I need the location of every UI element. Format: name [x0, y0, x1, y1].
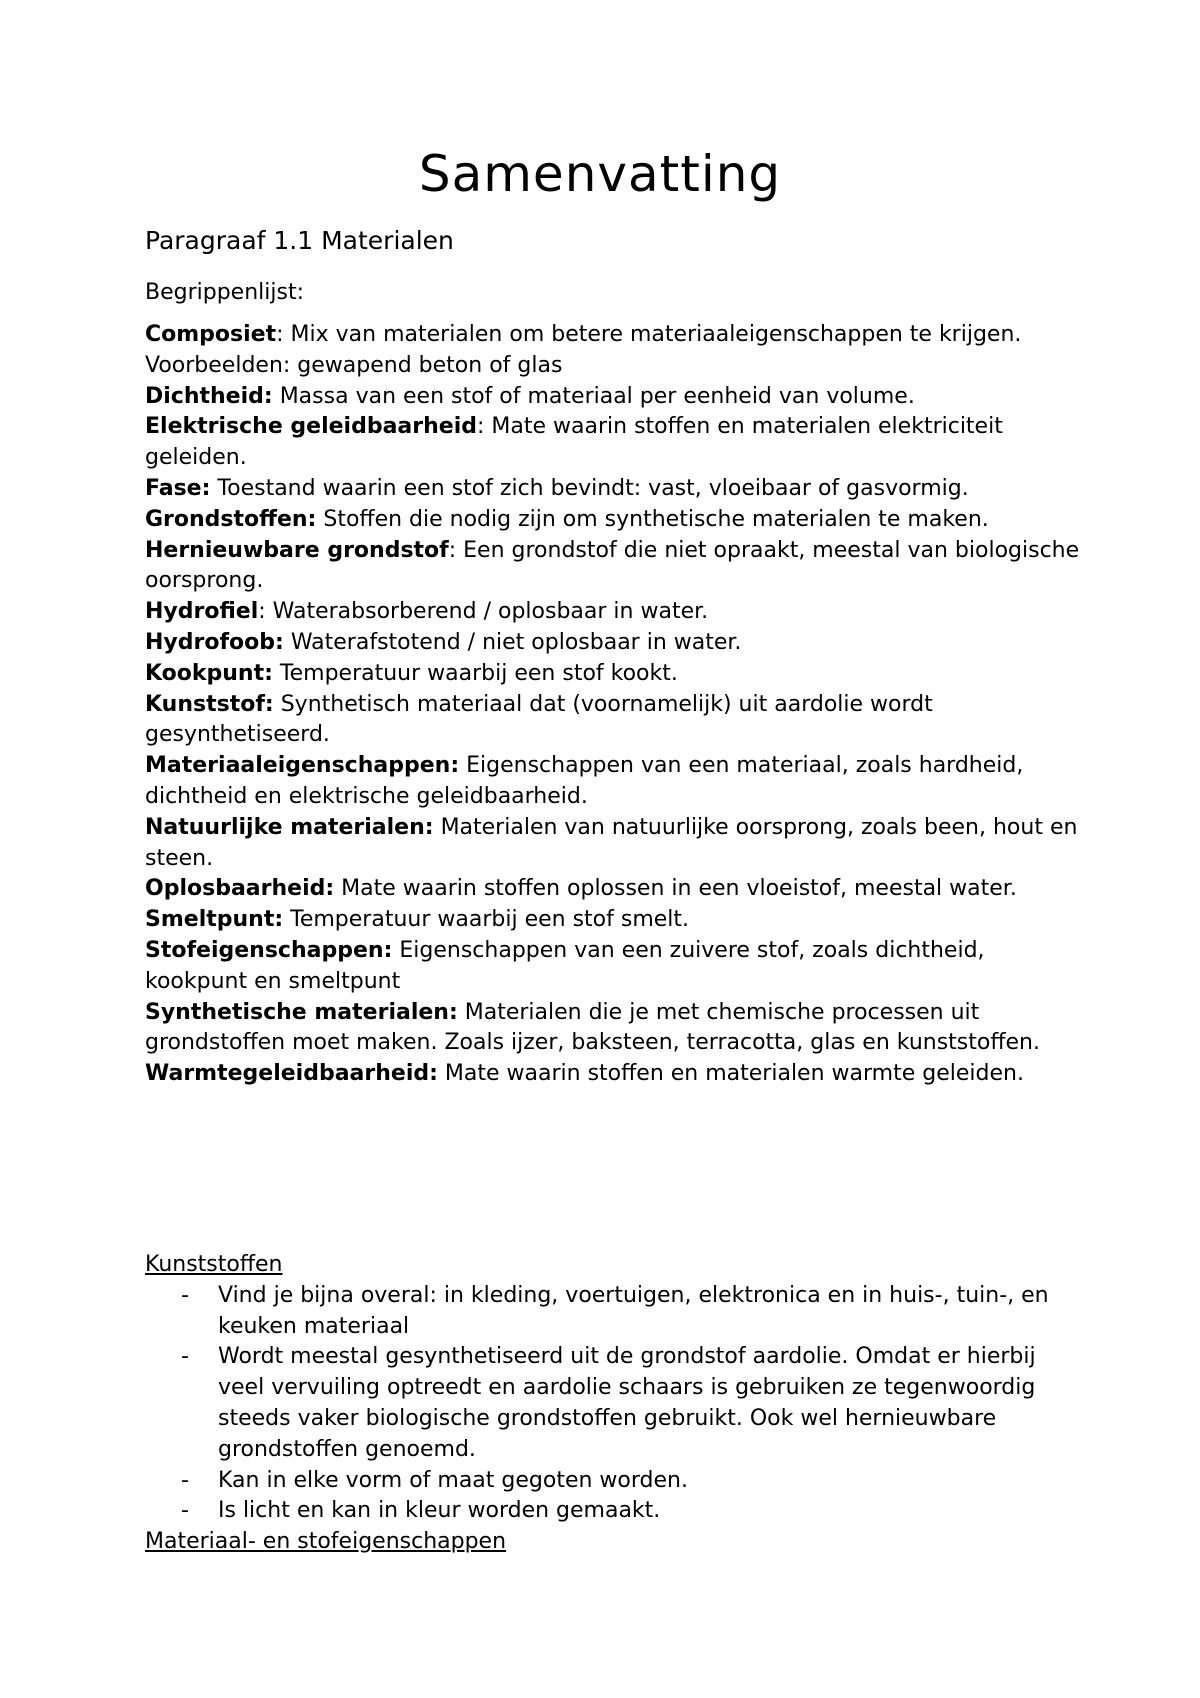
- bullet-dash: -: [181, 1344, 189, 1370]
- glossary-entry: [145, 382, 1080, 413]
- glossary-term: Materiaaleigenschappen:: [145, 753, 460, 779]
- glossary-term: Grondstoffen:: [145, 506, 317, 532]
- glossary-definition: Stoffen die nodig zijn om synthetische materialen te maken.: [323, 506, 989, 532]
- glossary-definition: Mix van materialen om betere materiaaleigenschappen te krijgen. Voorbeelden: gewapend beton of glas: [145, 322, 1022, 378]
- glossary-label: Begrippenlijst:: [145, 280, 304, 305]
- glossary-separator: [284, 630, 291, 655]
- glossary-separator: :: [258, 599, 273, 625]
- materiaal-stofeigenschappen-heading: Materiaal- en stofeigenschappen: [145, 1529, 507, 1555]
- glossary-separator: [438, 1061, 445, 1086]
- kunststoffen-section: [145, 1250, 1080, 1558]
- bullet-text: Vind je bijna overal: in kleding, voertuigen, elektronica en in huis-, tuin-, en keuken materiaal: [218, 1282, 1049, 1339]
- glossary-definition: Synthetisch materiaal dat (voornamelijk) uit aardolie wordt gesynthetiseerd.: [145, 691, 933, 748]
- glossary-entry: [145, 320, 1080, 382]
- glossary-term: Warmtegeleidbaarheid:: [145, 1061, 438, 1087]
- bullet-dash: -: [181, 1282, 189, 1308]
- glossary-entry: [145, 1059, 1080, 1090]
- glossary-entry: [145, 536, 1080, 598]
- glossary-entry: [145, 505, 1080, 536]
- glossary-separator: [458, 1000, 465, 1025]
- glossary-separator: [434, 815, 441, 840]
- glossary-list: [145, 320, 1080, 1090]
- glossary-term: Smeltpunt:: [145, 907, 284, 933]
- glossary-entry: [145, 690, 1080, 752]
- glossary-term: Stofeigenschappen:: [145, 937, 393, 963]
- glossary-entry: [145, 412, 1080, 474]
- glossary-separator: :: [477, 414, 492, 440]
- bullet-dash: -: [181, 1498, 189, 1524]
- glossary-entry: [145, 597, 1080, 628]
- kunststoffen-bullet-list: [145, 1281, 1080, 1527]
- glossary-term: Composiet: [145, 322, 277, 347]
- bullet-item: [181, 1281, 1080, 1343]
- glossary-definition: Materialen van natuurlijke oorsprong, zoals been, hout en steen.: [145, 814, 1078, 871]
- glossary-term: Fase:: [145, 475, 211, 501]
- glossary-definition: Mate waarin stoffen oplossen in een vloeistof, meestal water.: [341, 876, 1017, 902]
- glossary-term: Hernieuwbare grondstof: [145, 537, 449, 563]
- paragraph-heading: Paragraaf 1.1 Materialen: [145, 226, 454, 255]
- bullet-text: Wordt meestal gesynthetiseerd uit de grondstof aardolie. Omdat er hierbij veel vervuiling optreedt en aardolie schaars is gebruiken ze tegenwoordig steeds vaker biologische grondstoffen gebruikt. Ook wel hernieuwbare grondstoffen genoemd.: [218, 1344, 1036, 1462]
- glossary-entry: [145, 474, 1080, 505]
- glossary-entry: [145, 936, 1080, 998]
- glossary-definition: Eigenschappen van een materiaal, zoals hardheid, dichtheid en elektrische geleidbaarheid.: [145, 753, 1024, 809]
- kunststoffen-heading: Kunststoffen: [145, 1252, 283, 1277]
- glossary-separator: [273, 384, 280, 409]
- document-title: Samenvatting: [418, 145, 782, 203]
- glossary-entry: [145, 874, 1080, 905]
- glossary-definition: Materialen die je met chemische processen uit grondstoffen moet maken. Zoals ijzer, baksteen, terracotta, glas en kunststoffen.: [145, 999, 1040, 1056]
- glossary-term: Kunststof:: [145, 691, 274, 717]
- glossary-term: Natuurlijke materialen:: [145, 814, 434, 840]
- bullet-item: [181, 1496, 1080, 1527]
- glossary-definition: Een grondstof die niet opraakt, meestal van biologische oorsprong.: [145, 537, 1080, 594]
- bullet-item: [181, 1342, 1080, 1465]
- glossary-definition: Temperatuur waarbij een stof kookt.: [279, 660, 678, 686]
- glossary-term: Oplosbaarheid:: [145, 876, 335, 902]
- glossary-definition: Waterabsorberend / oplosbaar in water.: [272, 599, 709, 625]
- glossary-entry: [145, 905, 1080, 936]
- glossary-term: Hydrofoob:: [145, 629, 284, 655]
- glossary-definition: Mate waarin stoffen en materialen warmte geleiden.: [444, 1061, 1024, 1087]
- glossary-entry: [145, 659, 1080, 690]
- glossary-entry: [145, 628, 1080, 659]
- bullet-item: [181, 1466, 1080, 1497]
- glossary-entry: [145, 751, 1080, 813]
- glossary-definition: Waterafstotend / niet oplosbaar in water.: [290, 629, 742, 655]
- glossary-separator: :: [276, 322, 291, 347]
- glossary-entry: [145, 998, 1080, 1060]
- glossary-definition: Temperatuur waarbij een stof smelt.: [290, 907, 690, 933]
- glossary-separator: [273, 661, 280, 686]
- glossary-definition: Massa van een stof of materiaal per eenheid van volume.: [279, 383, 915, 409]
- glossary-term: Dichtheid:: [145, 383, 273, 409]
- glossary-term: Synthetische materialen:: [145, 999, 458, 1025]
- glossary-separator: :: [448, 537, 464, 563]
- glossary-separator: [274, 692, 281, 717]
- bullet-dash: -: [181, 1467, 189, 1493]
- glossary-term: Kookpunt:: [145, 660, 273, 686]
- glossary-entry: [145, 813, 1080, 875]
- bullet-text: Is licht en kan in kleur worden gemaakt.: [218, 1498, 661, 1524]
- glossary-definition: Toestand waarin een stof zich bevindt: vast, vloeibaar of gasvormig.: [217, 475, 969, 501]
- glossary-term: Elektrische geleidbaarheid: [145, 414, 477, 440]
- glossary-definition: Eigenschappen van een zuivere stof, zoals dichtheid, kookpunt en smeltpunt: [145, 937, 985, 994]
- glossary-term: Hydrofiel: [145, 599, 259, 625]
- bullet-text: Kan in elke vorm of maat gegoten worden.: [218, 1467, 688, 1493]
- glossary-definition: Mate waarin stoffen en materialen elektriciteit geleiden.: [145, 414, 1003, 471]
